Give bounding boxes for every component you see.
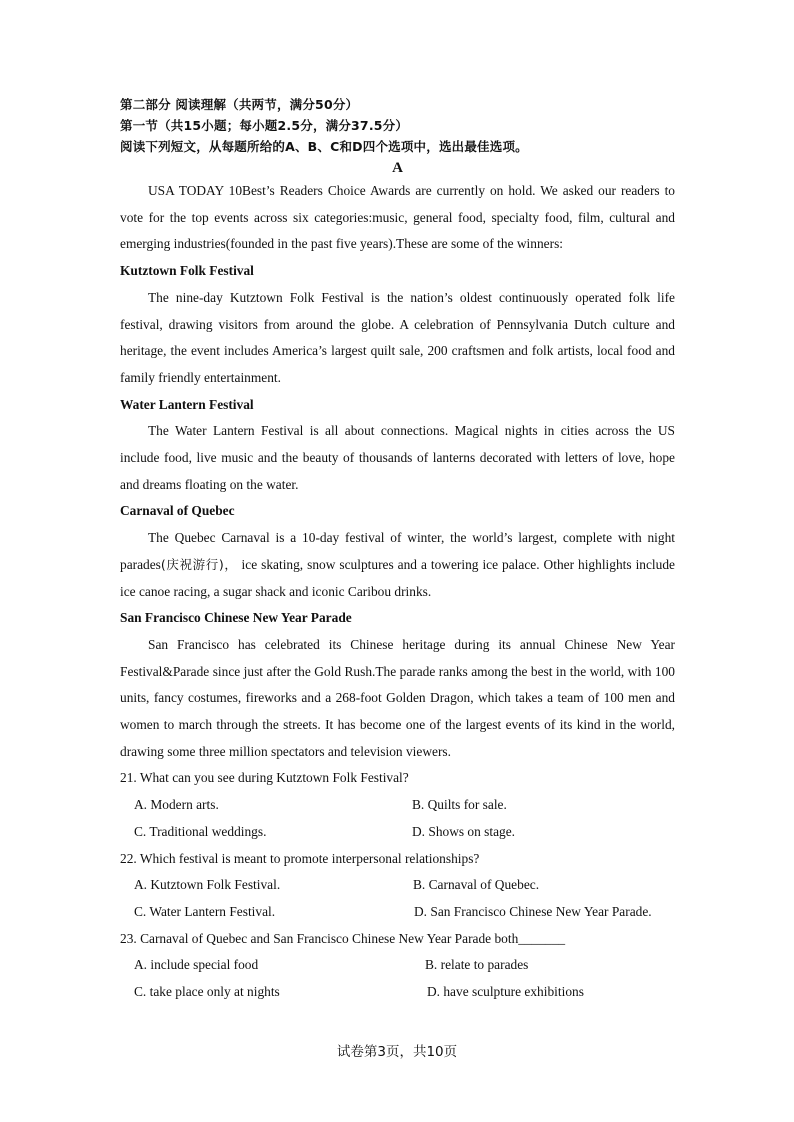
question-23-stem: 23. Carnaval of Quebec and San Francisco Chinese New Year Parade both_______: [120, 930, 566, 946]
question-23-option-d[interactable]: D. have sculpture exhibitions: [427, 984, 584, 1000]
question-23-option-b[interactable]: B. relate to parades: [425, 957, 529, 973]
quebec-text-before: The Quebec Carnaval is a 10-day festival of winter, the world’s largest, complete with night parades: [120, 530, 675, 572]
question-23-option-c[interactable]: C. take place only at nights: [134, 984, 280, 1000]
section-heading: 第一节（共15小题；每小题2.5分，满分37.5分）: [120, 118, 409, 133]
question-21-stem: 21. What can you see during Kutztown Folk Festival?: [120, 770, 409, 786]
question-21-options-row-2: [120, 819, 675, 846]
question-22-option-a[interactable]: A. Kutztown Folk Festival.: [134, 877, 281, 893]
instruction-text: 阅读下列短文，从每题所给的A、B、C和D四个选项中，选出最佳选项。: [120, 139, 528, 154]
section-title-water-lantern: Water Lantern Festival: [120, 396, 254, 412]
quebec-text-chinese-gloss: (庆祝游行)，: [160, 556, 238, 572]
question-21-option-b[interactable]: B. Quilts for sale.: [412, 797, 507, 813]
section-text-sf-parade: San Francisco has celebrated its Chinese heritage during its annual Chinese New Year Festival&Parade since just after the Gold Rush.The parade ranks among the best in the world, with 100 units, fancy costumes, fireworks and a 268-foot Golden Dragon, which takes a team of 100 men and women to march through the streets. It has become one of the largest events of its kind in the world, drawing some three million spectators and television viewers.: [120, 636, 675, 759]
section-title-quebec: Carnaval of Quebec: [120, 503, 235, 519]
question-22-options-row-2: [120, 899, 675, 926]
question-22-option-d[interactable]: D. San Francisco Chinese New Year Parade.: [414, 903, 652, 919]
question-22-options-row-1: [120, 872, 675, 899]
section-title-sf-parade: San Francisco Chinese New Year Parade: [120, 610, 352, 626]
passage-intro: USA TODAY 10Best’s Readers Choice Awards are currently on hold. We asked our readers to vote for the top events across six categories:music, general food, specialty food, film, cultural and emerging industries(founded in the past five years).These are some of the winners:: [120, 183, 675, 252]
section-text-quebec: [120, 525, 675, 605]
section-text-water-lantern: The Water Lantern Festival is all about connections. Magical nights in cities across the US include food, live music and the beauty of thousands of lanterns decorated with letters of love, hope and dreams floating on the water.: [120, 423, 675, 492]
passage-label: A: [392, 160, 403, 176]
question-21-option-d[interactable]: D. Shows on stage.: [412, 823, 516, 839]
quebec-text-after: ice skating, snow sculptures and a towering ice palace. Other highlights include ice canoe racing, a sugar shack and iconic Caribou drinks.: [120, 556, 675, 599]
question-22-option-c[interactable]: C. Water Lantern Festival.: [134, 903, 276, 919]
question-22-stem: 22. Which festival is meant to promote interpersonal relationships?: [120, 850, 480, 866]
question-21-options-row-1: [120, 792, 675, 819]
part-heading: 第二部分 阅读理解（共两节，满分50分）: [120, 97, 359, 112]
section-text-kutztown: The nine-day Kutztown Folk Festival is the nation’s oldest continuously operated folk life festival, drawing visitors from around the globe. A celebration of Pennsylvania Dutch culture and heritage, the event includes America’s largest quilt sale, 200 craftsmen and folk artists, local food and family friendly entertainment.: [120, 289, 675, 385]
question-23-option-a[interactable]: A. include special food: [134, 957, 259, 973]
page-footer: 试卷第3页，共10页: [336, 1044, 458, 1060]
question-21-option-a[interactable]: A. Modern arts.: [134, 797, 219, 813]
question-23-options-row-1: [120, 952, 675, 979]
question-22-option-b[interactable]: B. Carnaval of Quebec.: [413, 877, 540, 893]
question-21-option-c[interactable]: C. Traditional weddings.: [134, 823, 267, 839]
question-23-options-row-2: [120, 979, 675, 1006]
exam-page: [120, 94, 675, 1006]
section-title-kutztown: Kutztown Folk Festival: [120, 263, 254, 279]
